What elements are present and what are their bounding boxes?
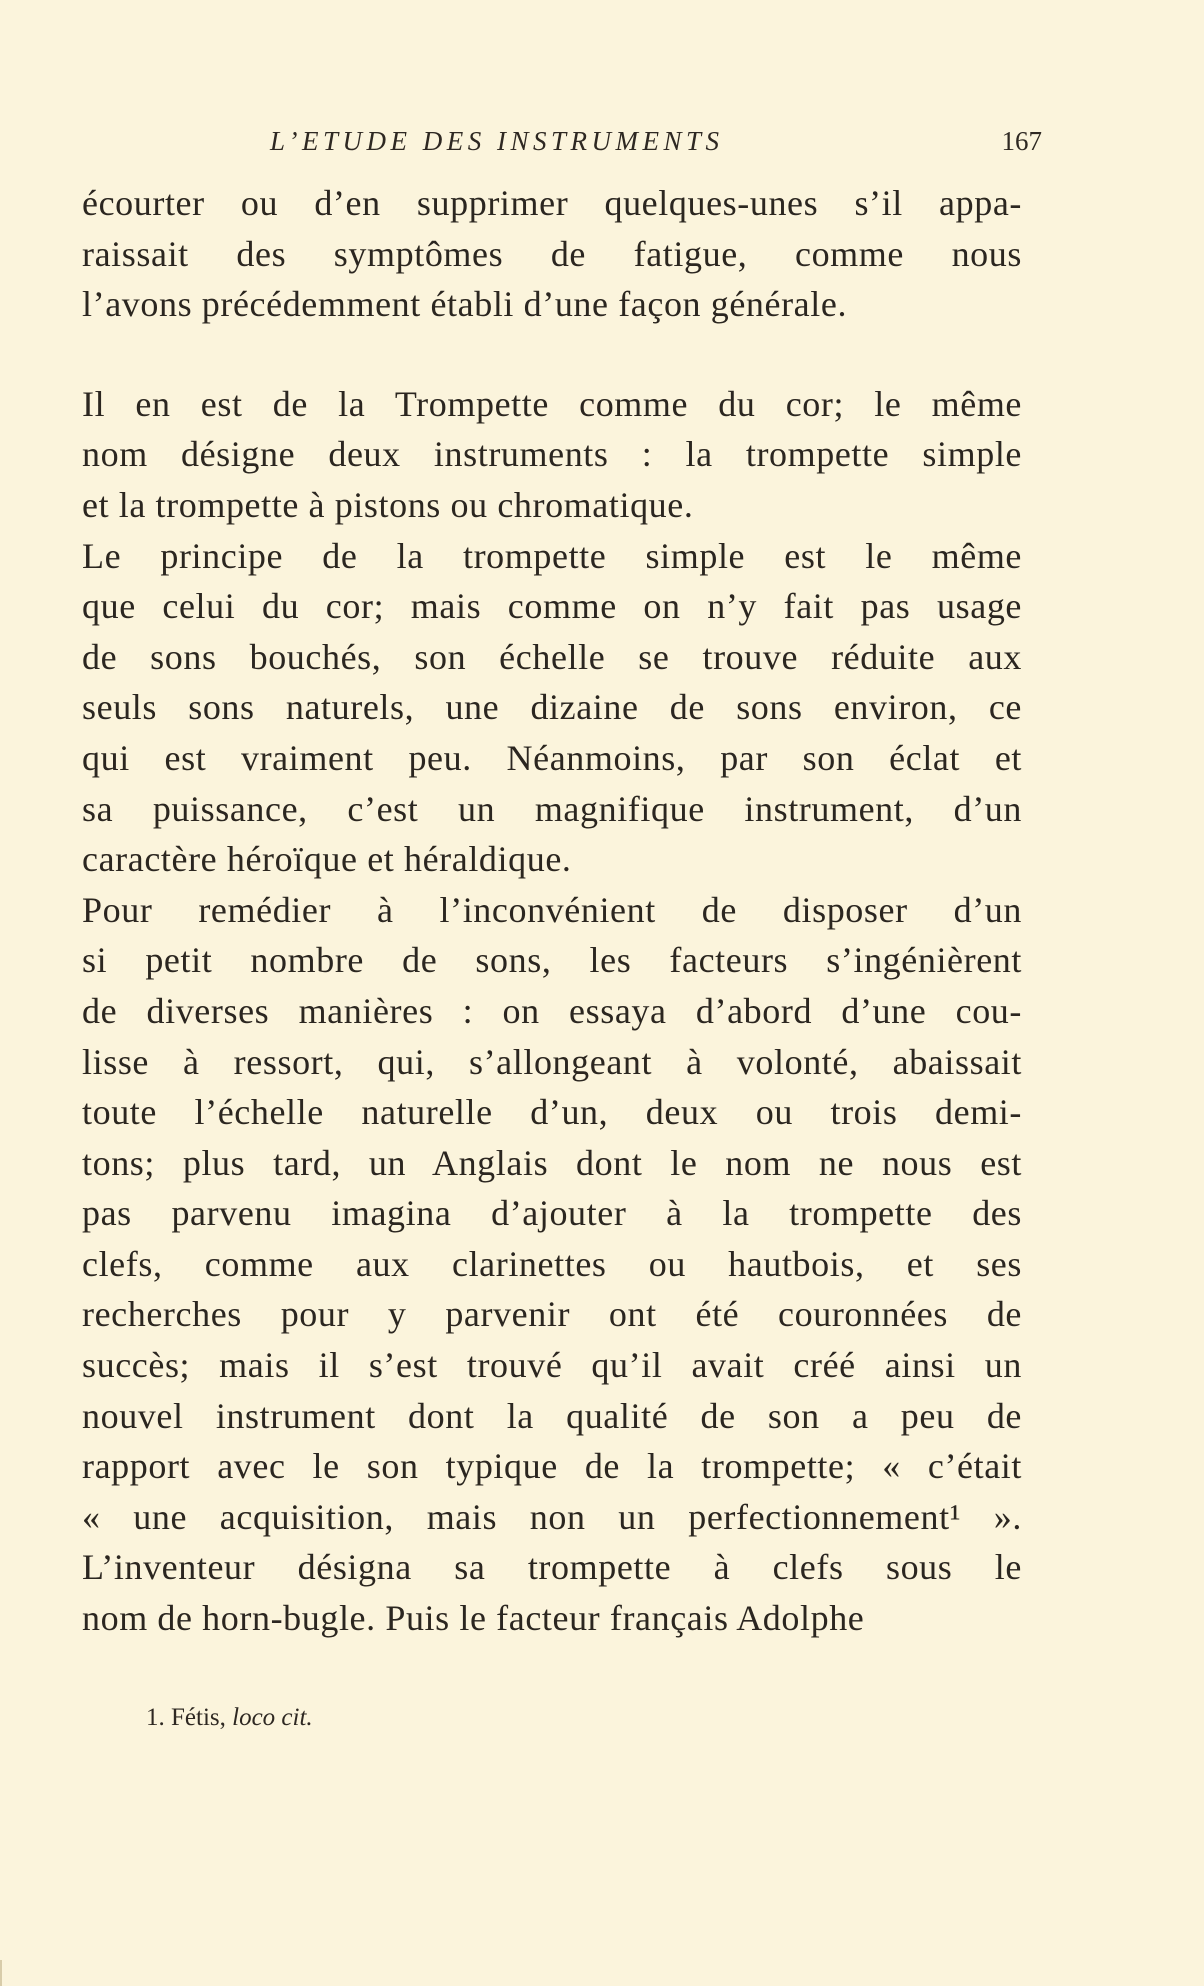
text-line: que celui du cor; mais comme on n’y fait pas usage [82,586,1022,627]
text-line: clefs, comme aux clarinettes ou hautbois, et ses [82,1243,1022,1284]
footnote [146,1704,313,1732]
text-line: Il en est de la Trompette comme du cor; le même [82,383,1022,424]
text-line: pas parvenu imagina d’ajouter à la trompette des [82,1193,1022,1234]
footnote-author: Fétis, [171,1704,226,1731]
footnote-number: 1. [146,1704,165,1731]
text-line: recherches pour y parvenir ont été couronnées de [82,1294,1022,1335]
scan-edge-mark [0,1960,2,1986]
text-line: nom de horn-bugle. Puis le facteur français Adolphe [82,1598,865,1639]
text-line: toute l’échelle naturelle d’un, deux ou trois demi- [82,1092,1022,1133]
text-line: « une acquisition, mais non un perfectionnement¹ ». [82,1496,1022,1537]
text-line: l’avons précédemment établi d’une façon générale. [82,284,848,325]
running-head [82,118,1042,168]
text-line: nouvel instrument dont la qualité de son a peu de [82,1395,1022,1436]
text-line: raissait des symptômes de fatigue, comme nous [82,233,1022,274]
page-number: 167 [1001,126,1042,156]
body-text [82,178,1022,1644]
text-line: L’inventeur désigna sa trompette à clefs sous le [82,1547,1022,1588]
footnote-citation: loco cit. [232,1704,313,1731]
text-line: de sons bouchés, son échelle se trouve réduite aux [82,636,1022,677]
text-line: caractère héroïque et héraldique. [82,839,572,880]
text-line: sa puissance, c’est un magnifique instrument, d’un [82,788,1022,829]
text-line: succès; mais il s’est trouvé qu’il avait créé ainsi un [82,1345,1022,1386]
text-line: de diverses manières : on essaya d’abord d’une cou- [82,990,1022,1031]
text-line: nom désigne deux instruments : la trompette simple [82,434,1022,475]
text-line: qui est vraiment peu. Néanmoins, par son éclat et [82,737,1022,778]
running-title: L’ETUDE DES INSTRUMENTS [270,126,724,156]
text-line: tons; plus tard, un Anglais dont le nom ne nous est [82,1142,1022,1183]
text-line: rapport avec le son typique de la trompette; « c’était [82,1446,1022,1487]
text-line: et la trompette à pistons ou chromatique. [82,484,694,525]
text-line: seuls sons naturels, une dizaine de sons environ, ce [82,687,1022,728]
text-line: Pour remédier à l’inconvénient de disposer d’un [82,889,1022,930]
text-line: Le principe de la trompette simple est le même [82,535,1022,576]
text-line: si petit nombre de sons, les facteurs s’ingénièrent [82,940,1022,981]
paragraph-gap [82,330,1022,379]
text-line: lisse à ressort, qui, s’allongeant à volonté, abaissait [82,1041,1022,1082]
text-line: écourter ou d’en supprimer quelques-unes s’il appa- [82,183,1022,223]
